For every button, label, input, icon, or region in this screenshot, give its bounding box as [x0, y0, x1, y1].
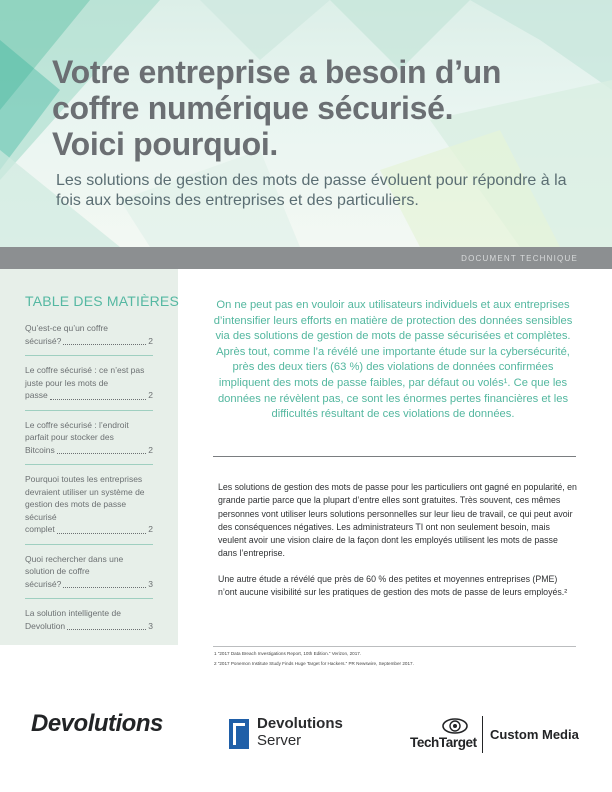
toc-item-text: Le coffre sécurisé : l’endroit parfait pour stocker des [25, 419, 129, 442]
techtarget-logo: TechTarget [410, 735, 477, 750]
devolutions-logo: Devolutions [31, 710, 163, 737]
toc-item-text: Le coffre sécurisé : ce n’est pas juste pour les mots de [25, 365, 145, 388]
toc-item[interactable] [25, 473, 153, 545]
techtarget-eye-icon [441, 716, 469, 736]
devolutions-server-sub: Server [257, 732, 302, 749]
devolutions-server-name: Devolutions [257, 715, 343, 732]
logo-divider [482, 716, 483, 753]
body-paragraph: Une autre étude a révélé que près de 60 % des petites et moyennes entreprises (PME) n’ont aucune visibilité sur les pratiques de gestion des mots de passe de leurs employés.² [218, 573, 568, 598]
custom-media-label: Custom Media [490, 727, 579, 742]
hero-banner [0, 0, 612, 247]
toc-item-last: passe [25, 390, 48, 400]
toc-page-number: 2 [148, 444, 153, 455]
footnote: 1 “2017 Data Breach Investigations Report, 10th Edition.” Verizon, 2017. [214, 651, 362, 656]
toc-item-last: Bitcoins [25, 444, 55, 455]
toc-page-number: 3 [148, 578, 153, 589]
toc-leader [57, 532, 147, 534]
page-title [52, 54, 592, 162]
toc-item[interactable] [25, 419, 153, 466]
footnote: 2 “2017 Ponemon Institute Study Finds Huge Target for Hackers.” PR Newswire, September 2017. [214, 661, 414, 666]
lead-paragraph: On ne peut pas en vouloir aux utilisateurs individuels et aux entreprises d’intensifier leurs efforts en matière de protection des données sensibles via des solutions de gestion de mots de passe sécurisées et complètes. Après tout, comme l’a révélé une importante étude sur la cybersécurité, près des deux tiers (63 %) des violations de données confirmées impliquent des mots de passe faibles, par défaut ou volés¹. Ce que les données ne révèlent pas, ce sont les énormes pertes financières et les difficultés résultant de ces violations de données. [213, 299, 573, 421]
toc-item[interactable] [25, 364, 153, 411]
toc-page-number: 2 [148, 335, 153, 346]
devolutions-server-icon [228, 718, 250, 750]
toc-leader [63, 586, 146, 588]
footnote-divider [213, 646, 576, 647]
body-text [218, 481, 578, 611]
toc-item[interactable] [25, 322, 153, 356]
doc-type-label: DOCUMENT TECHNIQUE [461, 254, 578, 263]
toc-item-text: Qu’est-ce qu’un coffre [25, 323, 108, 333]
toc-item-last: Devolution [25, 620, 66, 631]
divider [213, 456, 576, 457]
toc-item[interactable] [25, 553, 153, 600]
toc-leader [50, 398, 147, 400]
toc-item-last: sécurisé? [25, 335, 62, 346]
toc-item[interactable] [25, 607, 153, 640]
body-paragraph: Les solutions de gestion des mots de passe pour les particuliers ont gagné en popularité, en grande partie parce que la plupart d’entre elles sont gratuites. Très souvent, ces mêmes personnes vont utiliser leurs solutions personnelles sur leur lieu de travail, ce qui peut avoir des conséquences négatives. Les administrateurs TI ont non seulement besoin, mais veulent avoir une vision claire de la façon dont les employés utilisent les mots de passe dans l’entreprise. [218, 482, 577, 559]
toc-page-number: 3 [148, 620, 153, 631]
toc-item-last: sécurisé? [25, 578, 62, 589]
title-line: coffre numérique sécurisé. [52, 90, 454, 126]
title-line: Votre entreprise a besoin d’un [52, 54, 502, 90]
toc-leader [57, 452, 147, 454]
toc-item-text: Pourquoi toutes les entreprises devraient utiliser un système de gestion des mots de passe sécurisé [25, 474, 145, 522]
toc-item-text: La solution intelligente de [25, 608, 121, 618]
footnotes [214, 650, 594, 670]
toc-item-text: Quoi rechercher dans une solution de coffre [25, 553, 124, 576]
title-line: Voici pourquoi. [52, 126, 279, 162]
page-subtitle: Les solutions de gestion des mots de passe évoluent pour répondre à la fois aux besoins des entreprises et des particuliers. [56, 172, 567, 209]
toc-page-number: 2 [148, 524, 153, 534]
toc-title: TABLE DES MATIÈRES [25, 293, 180, 309]
doc-type-bar [0, 247, 612, 269]
toc-page-number: 2 [148, 390, 153, 400]
toc-list [25, 322, 153, 648]
toc-leader [67, 628, 146, 630]
toc-item-last: complet [25, 524, 55, 534]
toc-leader [63, 343, 146, 345]
